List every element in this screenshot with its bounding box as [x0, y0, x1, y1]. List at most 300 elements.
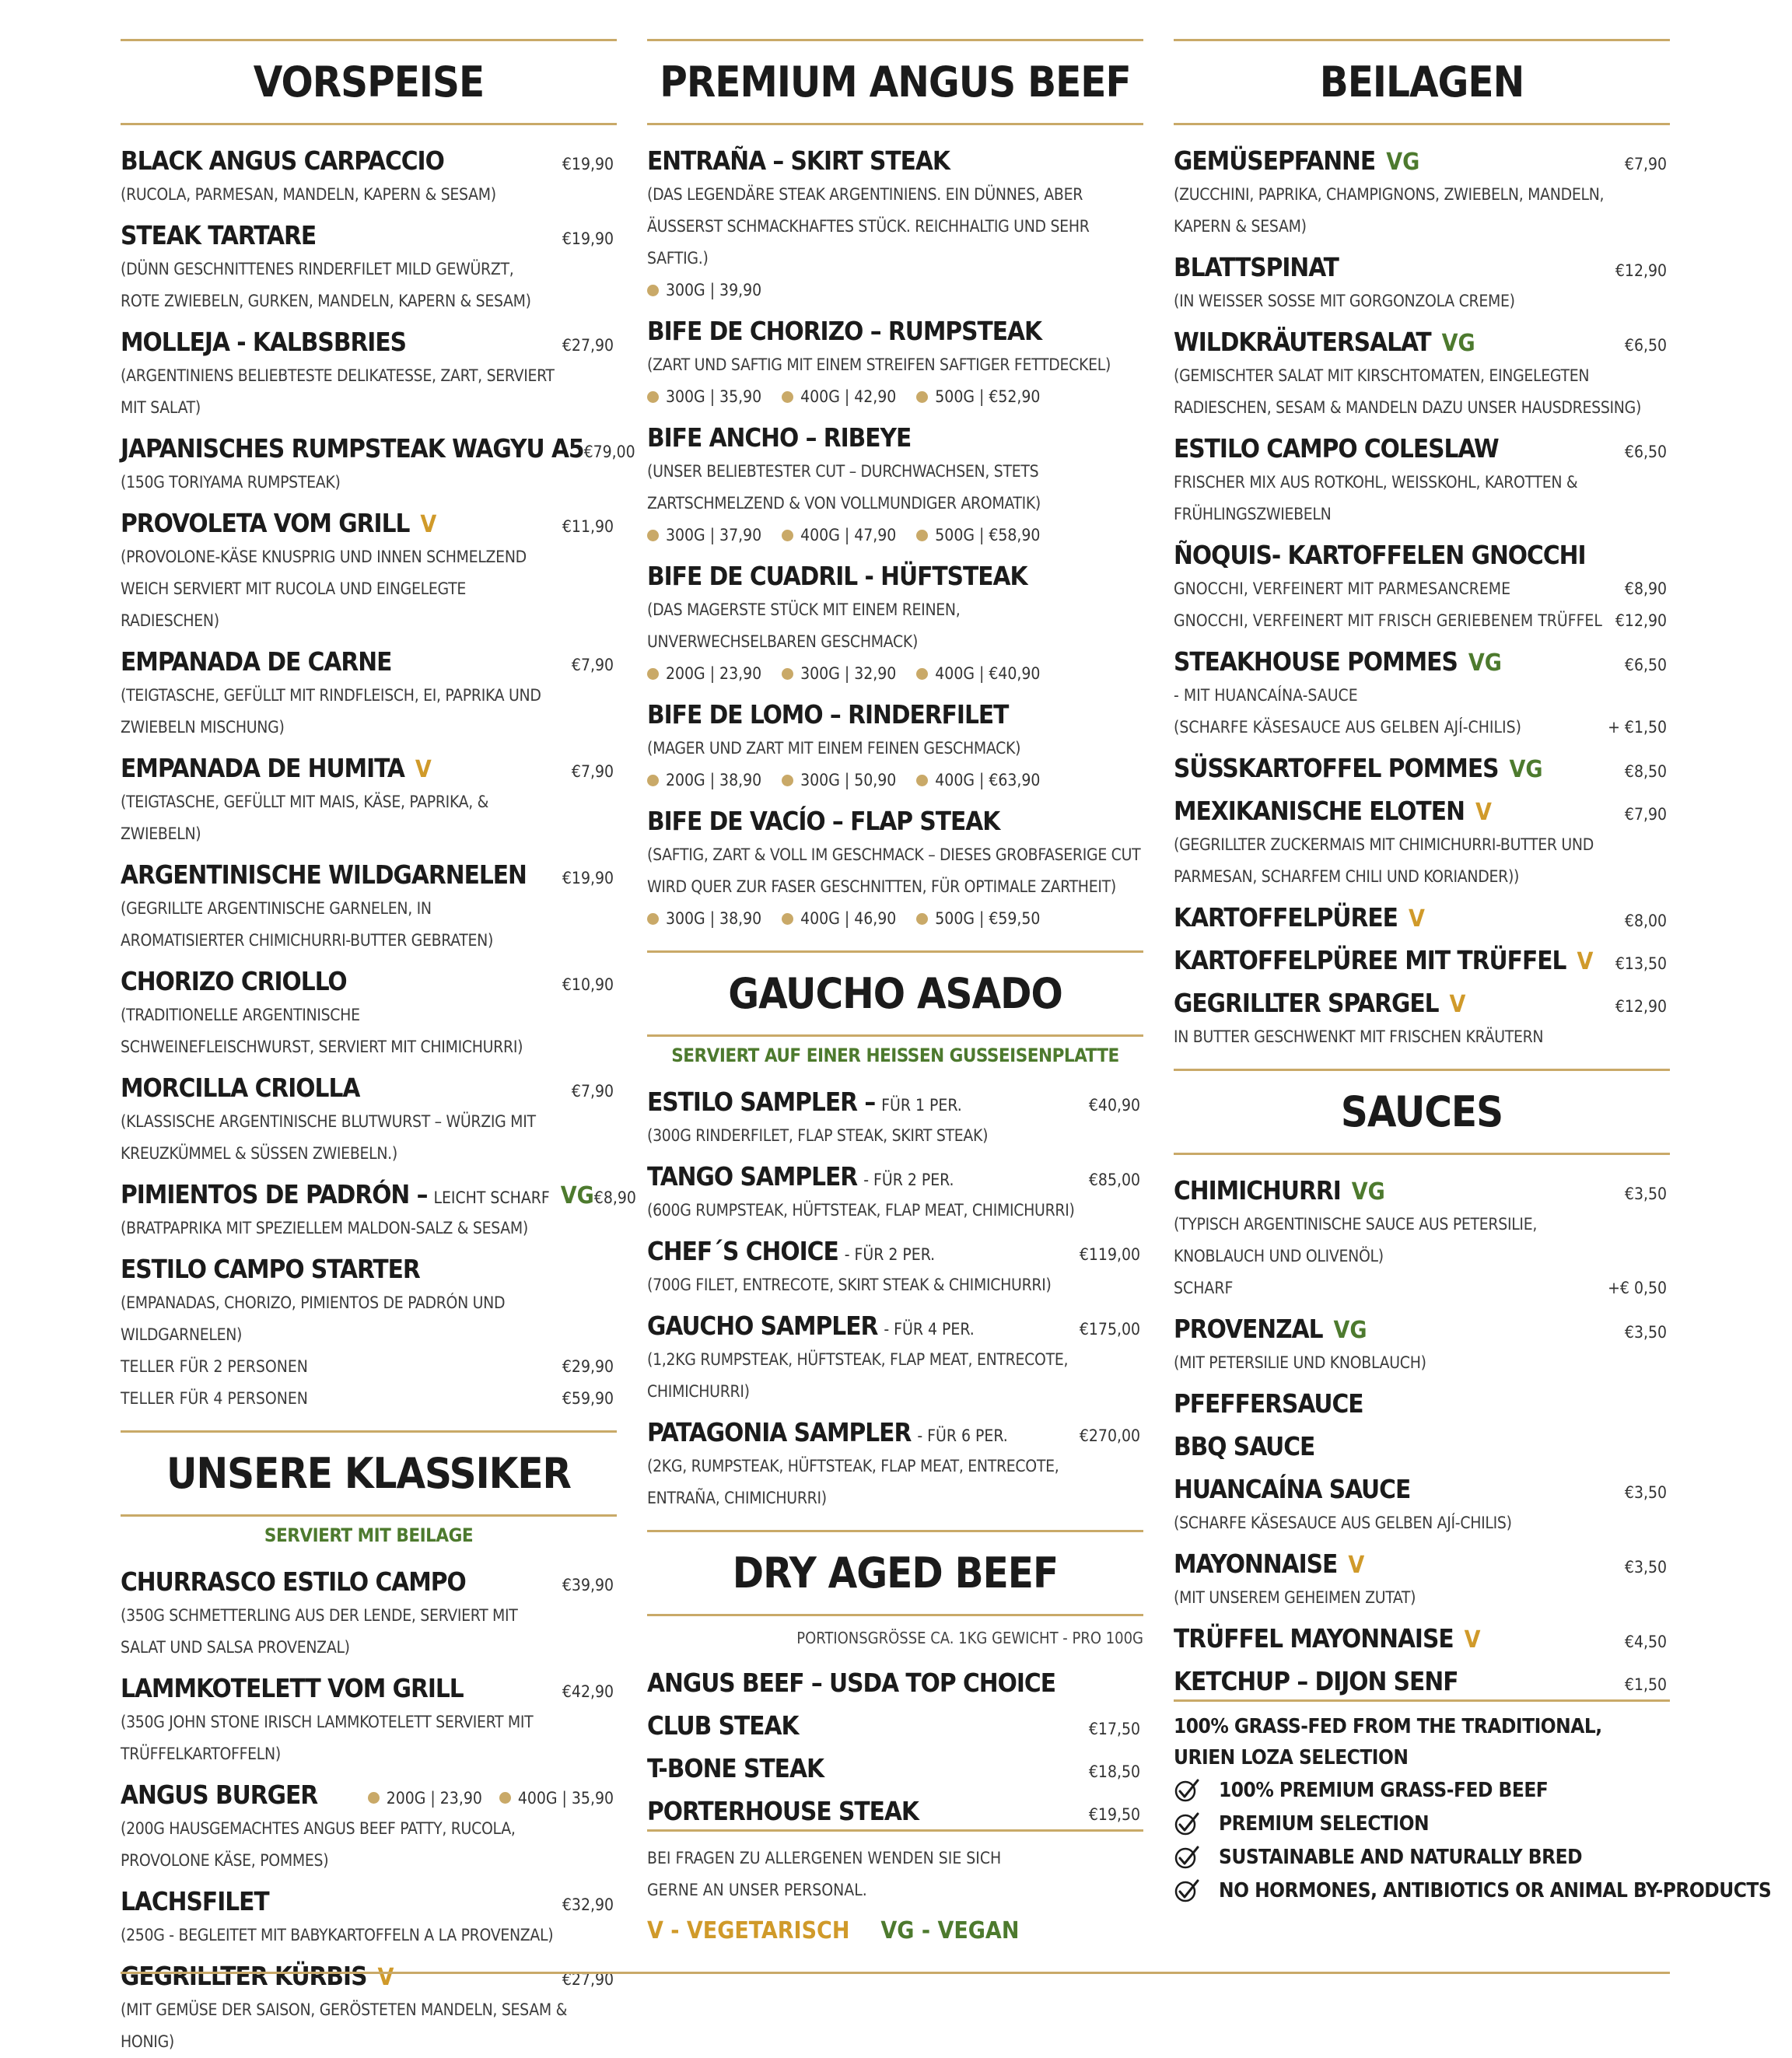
item-header	[647, 1415, 1143, 1451]
vegan-tag: VG	[1386, 149, 1420, 176]
item-header	[1174, 431, 1670, 467]
row-label: SCHARF	[1174, 1279, 1234, 1297]
item-header	[1174, 1472, 1670, 1507]
item-header	[1174, 793, 1670, 829]
size-label: 300G | 35,90	[666, 387, 762, 406]
menu-item	[1174, 1472, 1670, 1539]
item-header	[647, 1234, 1143, 1269]
vegan-tag: VG	[1333, 1317, 1367, 1344]
section-title: GAUCHO ASADO	[728, 969, 1062, 1018]
size-label: 400G | €40,90	[935, 664, 1041, 683]
check-label: 100% PREMIUM GRASS-FED BEEF	[1219, 1778, 1549, 1802]
size-option	[499, 1789, 614, 1808]
item-name: T-BONE STEAK	[647, 1753, 824, 1783]
vegetarian-tag: V	[1449, 991, 1466, 1018]
size-label: 300G | 37,90	[666, 526, 762, 544]
item-header	[647, 1794, 1143, 1829]
item-header	[1174, 1386, 1670, 1422]
item-name: BIFE ANCHO – RIBEYE	[647, 422, 912, 453]
menu-items	[647, 125, 1143, 935]
item-description: (ARGENTINIENS BELIEBTESTE DELIKATESSE, ZART, SERVIERT MIT SALAT)	[121, 366, 555, 417]
menu-item	[121, 1070, 617, 1170]
menu-item	[1174, 1386, 1670, 1422]
item-description: (2KG, RUMPSTEAK, HÜFTSTEAK, FLAP MEAT, ENTRECOTE, ENTRAÑA, CHIMICHURRI)	[647, 1457, 1059, 1507]
item-name: MOLLEJA - KALBSBRIES	[121, 327, 407, 357]
section-premium-angus-beef	[647, 39, 1143, 950]
menu-item	[121, 506, 617, 637]
dot-icon	[916, 391, 928, 403]
row-price: + €1,50	[1608, 718, 1667, 737]
menu-item	[647, 1308, 1143, 1408]
item-description: (GEMISCHTER SALAT MIT KIRSCHTOMATEN, EINGELEGTEN RADIESCHEN, SESAM & MANDELN DAZU UNSER HAUSDRESSING)	[1174, 366, 1642, 417]
item-price: €19,90	[562, 869, 614, 887]
menu-item	[121, 1177, 636, 1244]
item-price: €3,50	[1624, 1558, 1667, 1577]
item-header	[121, 506, 617, 541]
item-name: GEMÜSEPFANNE	[1174, 145, 1376, 176]
dot-icon	[782, 391, 793, 403]
item-name: CHORIZO CRIOLLO	[121, 966, 347, 996]
section-dry-aged-beef	[647, 1530, 1143, 1829]
section-title: BEILAGEN	[1319, 58, 1524, 107]
menu-item	[1174, 751, 1670, 786]
size-option	[782, 381, 896, 413]
section-title: PREMIUM ANGUS BEEF	[660, 58, 1131, 107]
menu-item	[1174, 1173, 1670, 1304]
item-serving: - FÜR 4 PER.	[884, 1320, 975, 1339]
section-beilagen	[1174, 39, 1670, 1069]
menu-items	[647, 1066, 1143, 1514]
price-row	[1174, 712, 1670, 744]
item-name: PROVENZAL	[1174, 1314, 1323, 1344]
price-row	[1174, 573, 1670, 605]
size-label: 400G | 35,90	[517, 1788, 614, 1808]
size-option	[782, 765, 896, 796]
size-option	[647, 520, 761, 551]
menu-item	[121, 751, 617, 850]
item-name: GEGRILLTER SPARGEL	[1174, 988, 1439, 1018]
diet-legend	[647, 1917, 1143, 1944]
item-price: €3,50	[1624, 1483, 1667, 1502]
menu-item	[121, 143, 617, 211]
item-description: (MAGER UND ZART MIT EINEM FEINEN GESCHMACK)	[647, 739, 1021, 758]
item-name: CLUB STEAK	[647, 1710, 799, 1741]
item-header	[121, 1958, 617, 1994]
menu-item	[1174, 324, 1670, 424]
row-label: TELLER FÜR 4 PERSONEN	[121, 1389, 308, 1408]
item-price: €7,90	[1624, 805, 1667, 824]
item-description: (ZUCCHINI, PAPRIKA, CHAMPIGNONS, ZWIEBELN, MANDELN, KAPERN & SESAM)	[1174, 185, 1605, 236]
item-header	[647, 558, 1143, 594]
item-description: (GEGRILLTER ZUCKERMAIS MIT CHIMICHURRI-BUTTER UND PARMESAN, SCHARFEM CHILI UND KORIANDER))	[1174, 835, 1594, 886]
size-option	[647, 658, 761, 690]
vegetarian-tag: V	[1348, 1552, 1365, 1579]
item-name: EMPANADA DE CARNE	[121, 646, 392, 677]
item-header	[1174, 143, 1670, 179]
item-header	[1174, 324, 1670, 360]
row-label: TELLER FÜR 2 PERSONEN	[121, 1357, 308, 1376]
menu-items	[1174, 1155, 1670, 1699]
item-description: (350G SCHMETTERLING AUS DER LENDE, SERVIERT MIT SALAT UND SALSA PROVENZAL)	[121, 1606, 518, 1657]
vegan-legend: VG - VEGAN	[880, 1917, 1020, 1944]
section-vorspeise	[121, 39, 636, 1430]
item-name: PATAGONIA SAMPLER	[647, 1417, 912, 1447]
row-price: €29,90	[562, 1357, 614, 1376]
item-name: ÑOQUIS- KARTOFFELEN GNOCCHI	[1174, 540, 1586, 570]
menu-items	[1174, 125, 1670, 1053]
item-price: €270,00	[1079, 1426, 1140, 1445]
item-price: €8,50	[1624, 762, 1667, 781]
item-name: ESTILO CAMPO STARTER	[121, 1254, 420, 1284]
dot-icon	[647, 913, 659, 925]
divider	[647, 1034, 1143, 1037]
item-price: €11,90	[562, 517, 614, 536]
item-header	[647, 1751, 1143, 1787]
item-description: (DAS MAGERSTE STÜCK MIT EINEM REINEN, UNVERWECHSELBAREN GESCHMACK)	[647, 600, 961, 651]
menu-item	[121, 644, 617, 744]
divider	[647, 1614, 1143, 1616]
item-header	[121, 218, 617, 254]
item-serving: - FÜR 6 PER.	[917, 1426, 1008, 1445]
menu-item	[1174, 793, 1670, 893]
item-header	[647, 1084, 1143, 1120]
size-option	[368, 1789, 482, 1808]
item-serving: LEICHT SCHARF	[433, 1188, 550, 1207]
menu-column-center	[647, 39, 1143, 1944]
item-price: €3,50	[1624, 1323, 1667, 1342]
item-header	[121, 431, 635, 467]
dot-icon	[916, 775, 928, 786]
item-price: €1,50	[1624, 1675, 1667, 1694]
dot-icon	[368, 1792, 380, 1804]
item-header	[647, 1308, 1143, 1344]
menu-item	[647, 697, 1143, 796]
size-option	[647, 903, 761, 935]
item-name: STEAK TARTARE	[121, 220, 317, 250]
vegetarian-tag: V	[1408, 905, 1425, 933]
size-option	[916, 903, 1040, 935]
item-description: (KLASSISCHE ARGENTINISCHE BLUTWURST – WÜRZIG MIT KREUZKÜMMEL & SÜSSEN ZWIEBELN.)	[121, 1112, 536, 1163]
item-header	[1174, 751, 1670, 786]
price-row	[121, 1351, 617, 1383]
size-option	[916, 765, 1040, 796]
item-name: TRÜFFEL MAYONNAISE	[1174, 1623, 1454, 1654]
size-label: 500G | €52,90	[935, 387, 1041, 406]
item-description: (ZART UND SAFTIG MIT EINEM STREIFEN SAFTIGER FETTDECKEL)	[647, 355, 1111, 374]
row-label: - MIT HUANCAÍNA-SAUCE	[1174, 686, 1358, 705]
section-gaucho-asado	[647, 950, 1143, 1530]
item-header	[121, 143, 617, 179]
dot-icon	[782, 913, 793, 925]
menu-item	[647, 1751, 1143, 1787]
item-header	[121, 1671, 617, 1706]
item-serving: FÜR 1 PER.	[881, 1096, 962, 1115]
item-description: (250G - BEGLEITET MIT BABYKARTOFFELN A LA PROVENZAL)	[121, 1926, 554, 1944]
dot-icon	[782, 775, 793, 786]
size-option	[916, 520, 1040, 551]
item-description: (DÜNN GESCHNITTENES RINDERFILET MILD GEWÜRZT, ROTE ZWIEBELN, GURKEN, MANDELN, KAPERN & SESAM)	[121, 260, 531, 310]
menu-item	[647, 803, 1143, 935]
row-price: €12,90	[1615, 611, 1667, 630]
section-title: VORSPEISE	[253, 58, 485, 107]
dot-icon	[647, 530, 659, 541]
menu-item	[647, 1415, 1143, 1514]
item-description: (GEGRILLTE ARGENTINISCHE GARNELEN, IN AROMATISIERTER CHIMICHURRI-BUTTER GEBRATEN)	[121, 899, 494, 950]
menu-item	[1174, 431, 1670, 530]
menu-item	[121, 324, 617, 424]
vegetarian-tag: V	[415, 756, 432, 783]
item-description: (SCHARFE KÄSESAUCE AUS GELBEN AJÍ-CHILIS)	[1174, 1514, 1512, 1532]
item-header	[1174, 985, 1670, 1021]
item-name: PROVOLETA VOM GRILL	[121, 508, 410, 538]
item-name: ESTILO SAMPLER –	[647, 1087, 876, 1117]
check-label: SUSTAINABLE AND NATURALLY BRED	[1219, 1845, 1583, 1869]
check-circle-icon	[1174, 1777, 1200, 1804]
item-header	[1174, 900, 1670, 936]
size-label: 500G | €59,50	[935, 909, 1041, 928]
check-label: NO HORMONES, ANTIBIOTICS OR ANIMAL BY-PRODUCTS	[1219, 1878, 1772, 1902]
item-name: PFEFFERSAUCE	[1174, 1388, 1363, 1419]
item-header	[647, 313, 1143, 349]
menu-item	[121, 1251, 617, 1415]
item-header	[121, 1251, 617, 1287]
menu-item	[647, 1665, 1143, 1701]
item-name: ANGUS BEEF – USDA TOP CHOICE	[647, 1668, 1055, 1698]
divider	[647, 1829, 1143, 1832]
item-price: €8,00	[1624, 912, 1667, 930]
size-option	[782, 658, 896, 690]
item-header	[1174, 250, 1670, 285]
promo-title: 100% GRASS-FED FROM THE TRADITIONAL,	[1174, 1715, 1602, 1738]
item-header	[647, 803, 1143, 839]
item-price: €32,90	[562, 1895, 614, 1914]
size-label: 400G | 47,90	[800, 526, 897, 544]
item-price: €85,00	[1088, 1171, 1140, 1189]
size-option	[782, 520, 896, 551]
item-price: €19,90	[562, 155, 614, 173]
item-price: €175,00	[1079, 1320, 1140, 1339]
menu-item	[647, 558, 1143, 690]
item-price: €13,50	[1615, 954, 1667, 973]
item-name: GEGRILLTER KÜRBIS	[121, 1961, 367, 1991]
item-name: PIMIENTOS DE PADRÓN –	[121, 1179, 428, 1209]
menu-item	[647, 1084, 1143, 1152]
section-subtitle: SERVIERT AUF EINER HEISSEN GUSSEISENPLATTE	[671, 1045, 1119, 1066]
item-header	[647, 1159, 1143, 1195]
item-name: LACHSFILET	[121, 1886, 269, 1916]
section-title: SAUCES	[1340, 1087, 1503, 1136]
item-price: €6,50	[1624, 336, 1667, 355]
size-label: 200G | 23,90	[386, 1788, 482, 1808]
check-item	[1174, 1874, 1772, 1907]
item-name: CHIMICHURRI	[1174, 1175, 1341, 1206]
item-header	[1174, 537, 1670, 573]
item-price: €119,00	[1079, 1245, 1140, 1264]
item-name: GAUCHO SAMPLER	[647, 1311, 878, 1341]
item-name: CHEF´S CHOICE	[647, 1236, 838, 1266]
item-name: SÜSSKARTOFFEL POMMES	[1174, 753, 1499, 783]
item-description: IN BUTTER GESCHWENKT MIT FRISCHEN KRÄUTERN	[1174, 1027, 1544, 1046]
price-row	[1174, 680, 1670, 712]
item-price: €4,50	[1624, 1633, 1667, 1651]
size-options	[647, 275, 1143, 306]
item-price: €7,90	[571, 656, 614, 674]
row-price: +€ 0,50	[1608, 1279, 1667, 1297]
size-label: 300G | 50,90	[800, 771, 897, 789]
divider	[121, 1514, 617, 1517]
item-description: (TEIGTASCHE, GEFÜLLT MIT RINDFLEISCH, EI, PAPRIKA UND ZWIEBELN MISCHUNG)	[121, 686, 541, 737]
item-name: BIFE DE CUADRIL - HÜFTSTEAK	[647, 561, 1027, 591]
menu-item	[647, 1708, 1143, 1744]
menu-item	[121, 1777, 617, 1877]
item-header	[121, 1070, 617, 1106]
item-header	[1174, 1429, 1670, 1465]
dot-icon	[916, 668, 928, 680]
item-header	[647, 143, 1143, 179]
check-label: PREMIUM SELECTION	[1219, 1811, 1430, 1836]
menu-item	[647, 1159, 1143, 1227]
section-title: DRY AGED BEEF	[732, 1549, 1059, 1598]
check-item	[1174, 1840, 1670, 1874]
item-name: ARGENTINISCHE WILDGARNELEN	[121, 859, 527, 890]
vegetarian-tag: V	[1475, 799, 1492, 826]
menu-item	[121, 431, 635, 499]
item-name: JAPANISCHES RUMPSTEAK WAGYU A5	[121, 433, 584, 464]
item-header	[1174, 1621, 1670, 1657]
vegan-tag: VG	[1441, 330, 1475, 357]
item-name: BIFE DE VACÍO – FLAP STEAK	[647, 806, 1000, 836]
menu-items	[121, 1546, 617, 2058]
item-description: (MIT UNSEREM GEHEIMEN ZUTAT)	[1174, 1588, 1416, 1607]
menu-item	[1174, 537, 1670, 637]
dot-icon	[647, 668, 659, 680]
size-option	[647, 275, 761, 306]
menu-item	[647, 313, 1143, 413]
item-header	[121, 964, 617, 999]
item-header	[1174, 943, 1670, 978]
menu-item	[1174, 1664, 1670, 1699]
item-description: (UNSER BELIEBTESTER CUT – DURCHWACHSEN, STETS ZARTSCHMELZEND & VON VOLLMUNDIGER AROMATIK)	[647, 462, 1041, 513]
vegan-tag: VG	[1351, 1178, 1385, 1206]
item-description: (150G TORIYAMA RUMPSTEAK)	[121, 473, 341, 492]
item-name: MEXIKANISCHE ELOTEN	[1174, 796, 1465, 826]
item-price: €18,50	[1088, 1762, 1140, 1781]
item-price: €3,50	[1624, 1185, 1667, 1203]
vegan-tag: VG	[1468, 649, 1502, 677]
menu-item	[121, 1884, 617, 1951]
item-description: (600G RUMPSTEAK, HÜFTSTEAK, FLAP MEAT, CHIMICHURRI)	[647, 1201, 1075, 1220]
item-name: CHURRASCO ESTILO CAMPO	[121, 1566, 466, 1597]
check-circle-icon	[1174, 1811, 1200, 1837]
vegetarian-tag: V	[420, 511, 437, 538]
item-description: (TEIGTASCHE, GEFÜLLT MIT MAIS, KÄSE, PAPRIKA, & ZWIEBELN)	[121, 793, 489, 843]
item-description: (1,2KG RUMPSTEAK, HÜFTSTEAK, FLAP MEAT, ENTRECOTE, CHIMICHURRI)	[647, 1350, 1069, 1401]
section-note: PORTIONSGRÖSSE CA. 1KG GEWICHT - PRO 100G	[796, 1629, 1143, 1647]
menu-item	[1174, 1311, 1670, 1379]
item-price: €10,90	[562, 975, 614, 994]
item-header	[1174, 1311, 1670, 1347]
item-header	[121, 1777, 617, 1813]
size-options	[647, 765, 1143, 796]
dot-icon	[499, 1792, 511, 1804]
item-name: KETCHUP – DIJON SENF	[1174, 1666, 1458, 1696]
size-label: 300G | 39,90	[666, 281, 762, 299]
item-header	[121, 1884, 617, 1920]
item-price: €40,90	[1088, 1096, 1140, 1115]
row-label: GNOCCHI, VERFEINERT MIT PARMESANCREME	[1174, 579, 1511, 598]
menu-item	[1174, 943, 1670, 978]
item-price: €39,90	[562, 1576, 614, 1594]
dot-icon	[782, 530, 793, 541]
item-price: €42,90	[562, 1682, 614, 1701]
item-description: (PROVOLONE-KÄSE KNUSPRIG UND INNEN SCHMELZEND WEICH SERVIERT MIT RUCOLA UND EINGELEGTE RADIESCHEN)	[121, 548, 527, 630]
size-label: 400G | 42,90	[800, 387, 897, 406]
item-serving: - FÜR 2 PER.	[863, 1171, 954, 1189]
item-name: BBQ SAUCE	[1174, 1431, 1315, 1461]
item-name: MORCILLA CRIOLLA	[121, 1073, 360, 1103]
bottom-divider	[121, 1972, 1670, 1974]
size-option	[647, 381, 761, 413]
item-name: BIFE DE CHORIZO – RUMPSTEAK	[647, 316, 1042, 346]
menu-item	[1174, 644, 1670, 744]
menu-item	[1174, 1621, 1670, 1657]
check-circle-icon	[1174, 1844, 1200, 1871]
vegan-tag: VG	[1509, 756, 1543, 783]
item-header	[121, 751, 617, 786]
menu-item	[647, 1234, 1143, 1301]
check-circle-icon	[1174, 1878, 1200, 1904]
check-item	[1174, 1773, 1670, 1807]
section-title: UNSERE KLASSIKER	[166, 1449, 571, 1498]
item-header	[1174, 1173, 1670, 1209]
item-name: STEAKHOUSE POMMES	[1174, 646, 1458, 677]
size-option	[782, 903, 896, 935]
allergen-note: BEI FRAGEN ZU ALLERGENEN WENDEN SIE SICH GERNE AN UNSER PERSONAL.	[647, 1849, 1002, 1899]
item-header	[121, 644, 617, 680]
menu-item	[1174, 985, 1670, 1053]
menu-item	[1174, 143, 1670, 243]
size-option	[916, 658, 1040, 690]
item-price: €7,90	[1624, 155, 1667, 173]
item-header	[121, 857, 617, 893]
menu-item	[121, 964, 617, 1063]
size-label: 400G | 46,90	[800, 909, 897, 928]
menu-item	[1174, 900, 1670, 936]
item-name: LAMMKOTELETT VOM GRILL	[121, 1673, 464, 1703]
item-name: KARTOFFELPÜREE MIT TRÜFFEL	[1174, 945, 1566, 975]
item-price: €6,50	[1624, 656, 1667, 674]
item-header	[121, 1177, 636, 1213]
size-options	[647, 658, 1143, 690]
grass-fed-box	[1174, 1699, 1772, 1907]
menu-items	[647, 1647, 1143, 1829]
size-option	[647, 765, 761, 796]
section-subtitle: SERVIERT MIT BEILAGE	[264, 1524, 474, 1546]
dot-icon	[647, 285, 659, 296]
size-options	[647, 903, 1143, 935]
vegan-tag: VG	[560, 1182, 594, 1209]
menu-item	[647, 1794, 1143, 1829]
menu-item	[121, 1671, 617, 1770]
divider	[1174, 1699, 1670, 1702]
item-name: ANGUS BURGER	[121, 1780, 318, 1810]
item-header	[1174, 1664, 1670, 1699]
item-name: ENTRAÑA – SKIRT STEAK	[647, 145, 950, 176]
item-price: €12,90	[1615, 997, 1667, 1016]
item-header	[121, 324, 617, 360]
size-options	[351, 1789, 617, 1808]
item-price: €7,90	[571, 1082, 614, 1101]
